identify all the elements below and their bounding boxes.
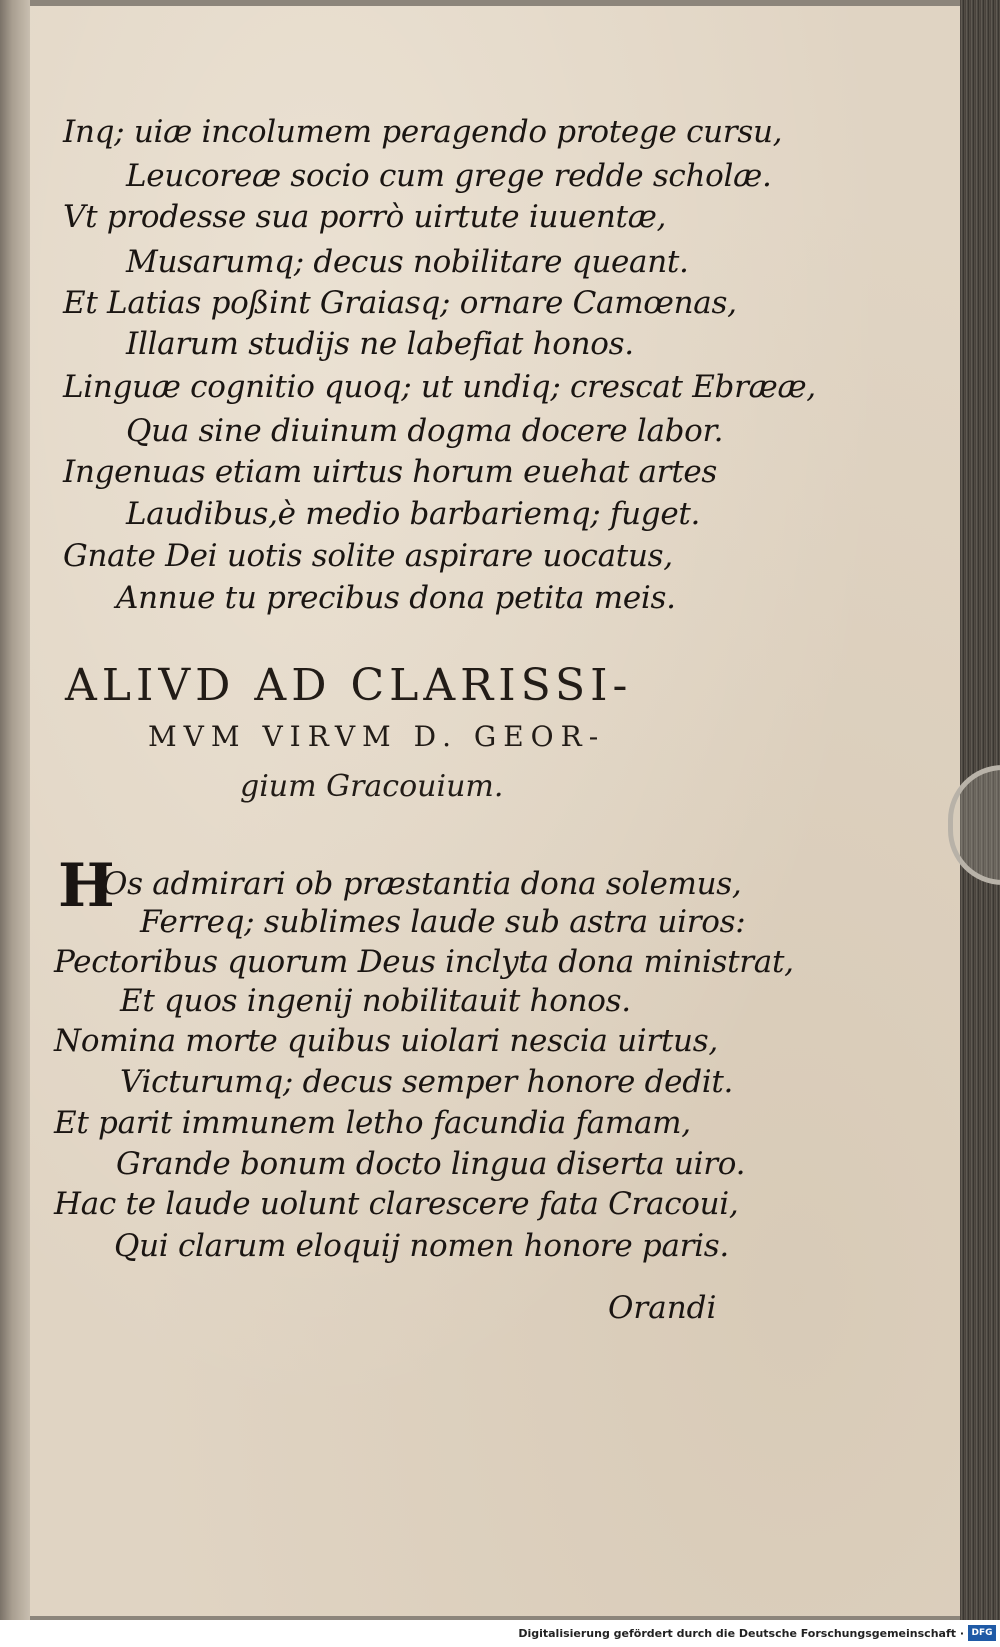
poem-line: Linguæ cognitio quoq; ut undiq; crescat Ebrææ, xyxy=(63,369,816,405)
poem-line: Qui clarum eloquij nomen honore paris. xyxy=(114,1228,729,1264)
poem-line: Nomina morte quibus uiolari nescia uirtus, xyxy=(54,1023,718,1059)
poem-line: Ferreq; sublimes laude sub astra uiros: xyxy=(140,904,746,940)
section-heading-line-3: gium Gracouium. xyxy=(240,769,504,804)
poem-line: Et parit immunem letho facundia famam, xyxy=(54,1105,691,1141)
poem-line: Grande bonum docto lingua diserta uiro. xyxy=(116,1146,746,1182)
digitization-footer xyxy=(0,1620,1000,1647)
poem-line: Musarumq; decus nobilitare queant. xyxy=(126,244,689,280)
poem-line: Leucoreæ socio cum grege redde scholæ. xyxy=(126,158,772,194)
poem-line: Inq; uiæ incolumem peragendo protege cursu, xyxy=(63,114,783,150)
poem-line: Annue tu precibus dona petita meis. xyxy=(116,580,676,616)
poem-line: Illarum studijs ne labefiat honos. xyxy=(126,326,634,362)
book-page xyxy=(30,6,988,1616)
funding-credit: Digitalisierung gefördert durch die Deutsche Forschungsgemeinschaft · xyxy=(518,1627,964,1640)
poem-line: Qua sine diuinum dogma docere labor. xyxy=(126,413,724,449)
poem-line: Laudibus,è medio barbariemq; fuget. xyxy=(126,496,701,532)
dfg-logo-icon: DFG xyxy=(968,1625,996,1641)
poem-line: Gnate Dei uotis solite aspirare uocatus, xyxy=(63,538,673,574)
poem-line: Pectoribus quorum Deus inclyta dona ministrat, xyxy=(54,944,794,980)
poem-line: Victurumq; decus semper honore dedit. xyxy=(120,1064,734,1100)
poem-line: Hac te laude uolunt clarescere fata Cracoui, xyxy=(54,1186,739,1222)
section-heading-line-2: MVM VIRVM D. GEOR- xyxy=(148,720,606,753)
catchword: Orandi xyxy=(608,1290,717,1326)
adjacent-page-edge xyxy=(0,0,30,1620)
poem-line: Os admirari ob præstantia dona solemus, xyxy=(102,866,742,902)
poem-line: Ingenuas etiam uirtus horum euehat artes xyxy=(63,454,718,490)
poem-line: Vt prodesse sua porrò uirtute iuuentæ, xyxy=(63,199,667,235)
section-heading-line-1: ALIVD AD CLARISSI- xyxy=(65,660,633,711)
poem-line: Et quos ingenij nobilitauit honos. xyxy=(120,983,631,1019)
drop-capital: H xyxy=(58,851,115,921)
poem-line: Et Latias poßint Graiasq; ornare Camœnas, xyxy=(63,285,737,321)
